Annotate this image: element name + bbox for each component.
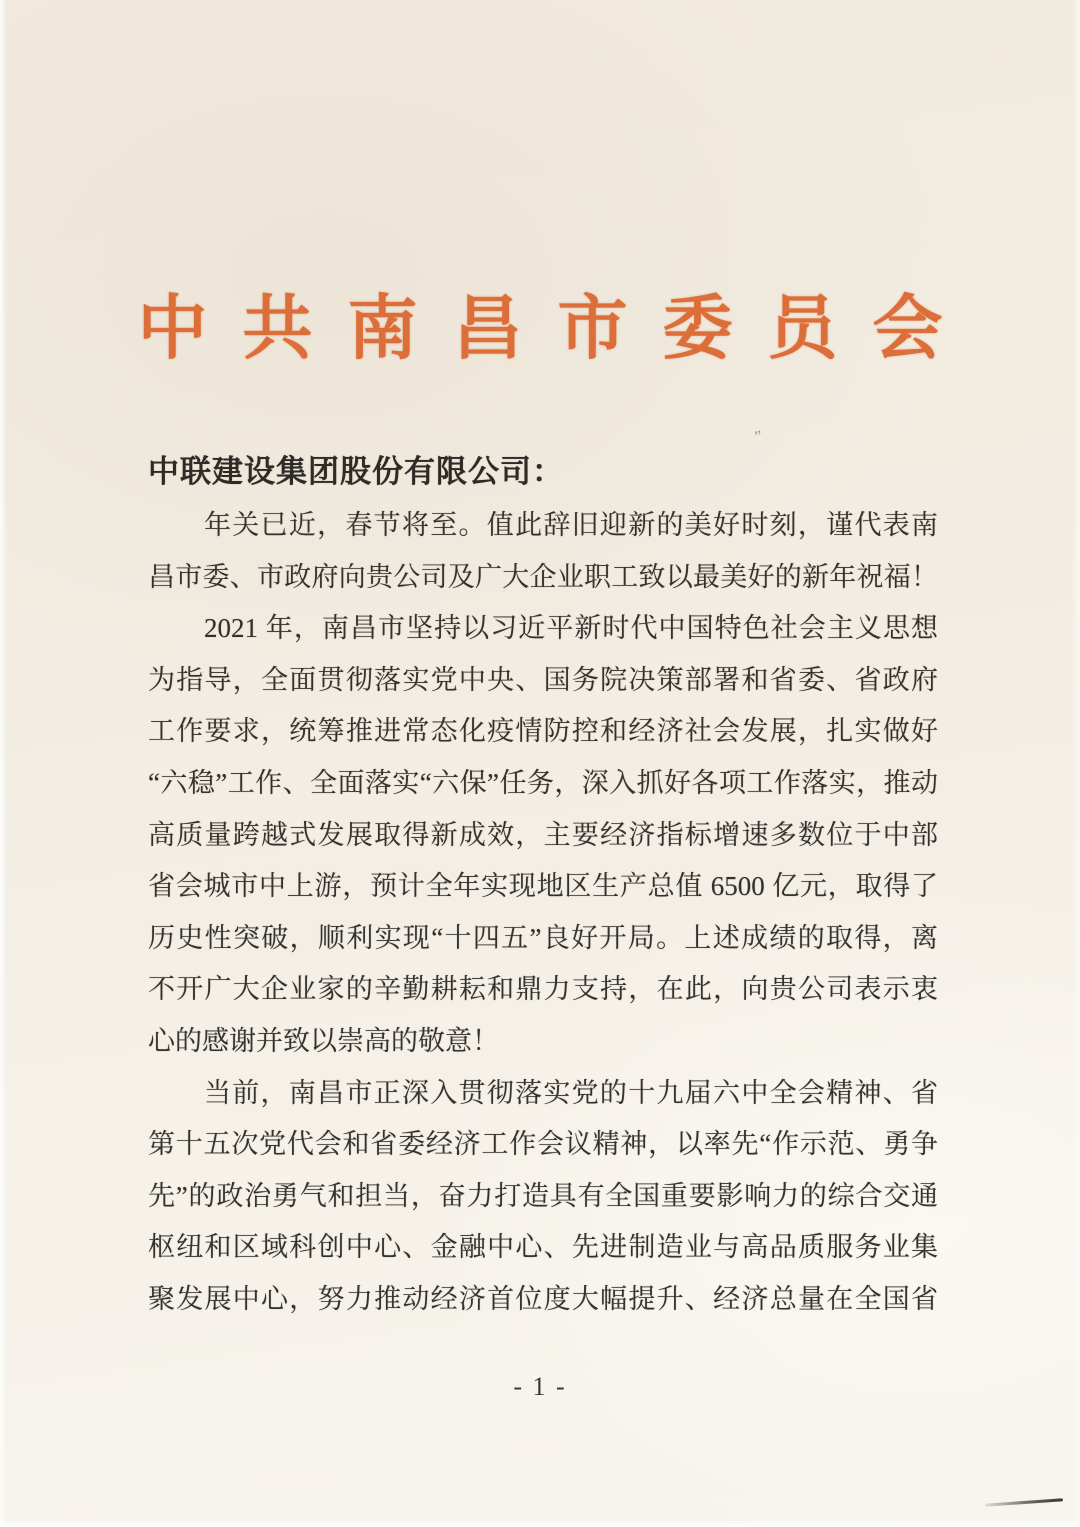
letter-body <box>148 500 938 1326</box>
body-line: 枢纽和区域科创中心、金融中心、先进制造业与高品质服务业集 <box>148 1232 938 1263</box>
body-line: 工作要求，统筹推进常态化疫情防控和经济社会发展，扎实做好 <box>148 716 938 747</box>
body-line: 聚发展中心，努力推动经济首位度大幅提升、经济总量在全国省 <box>148 1283 938 1314</box>
body-line: 昌市委、市政府向贵公司及广大企业职工致以最美好的新年祝福！ <box>148 561 938 592</box>
page-number: - 1 - <box>513 1372 567 1401</box>
body-line: 历史性突破，顺利实现“十四五”良好开局。上述成绩的取得，离 <box>148 922 938 953</box>
body-line: 不开广大企业家的辛勤耕耘和鼎力支持，在此，向贵公司表示衷 <box>148 974 938 1005</box>
body-line: 当前，南昌市正深入贯彻落实党的十九届六中全会精神、省 <box>204 1077 938 1108</box>
scan-scratch-artifact <box>985 1498 1063 1506</box>
body-line: 第十五次党代会和省委经济工作会议精神，以率先“作示范、勇争 <box>148 1129 938 1160</box>
body-line: 心的感谢并致以崇高的敬意！ <box>148 1025 499 1056</box>
body-line: 省会城市中上游，预计全年实现地区生产总值 6500 亿元，取得了 <box>148 871 938 902</box>
scan-edge-left <box>0 0 7 1527</box>
body-line: 为指导，全面贯彻落实党中央、国务院决策部署和省委、省政府 <box>148 664 938 695</box>
addressee-line: 中联建设集团股份有限公司： <box>148 454 564 489</box>
body-line: 高质量跨越式发展取得新成效，主要经济指标增速多数位于中部 <box>148 819 938 850</box>
body-line: “六稳”工作、全面落实“六保”任务，深入抓好各项工作落实，推动 <box>148 767 938 798</box>
scan-edge-bottom <box>0 1518 1080 1527</box>
scan-speckle: „ <box>751 419 762 438</box>
body-line: 先”的政治勇气和担当，奋力打造具有全国重要影响力的综合交通 <box>148 1180 938 1211</box>
scan-edge-right <box>1072 0 1080 1527</box>
letterhead-title: 中共南昌市委员会 <box>137 291 978 368</box>
body-line: 年关已近，春节将至。值此辞旧迎新的美好时刻，谨代表南 <box>204 510 938 540</box>
body-line: 2021 年，南昌市坚持以习近平新时代中国特色社会主义思想 <box>204 613 938 644</box>
